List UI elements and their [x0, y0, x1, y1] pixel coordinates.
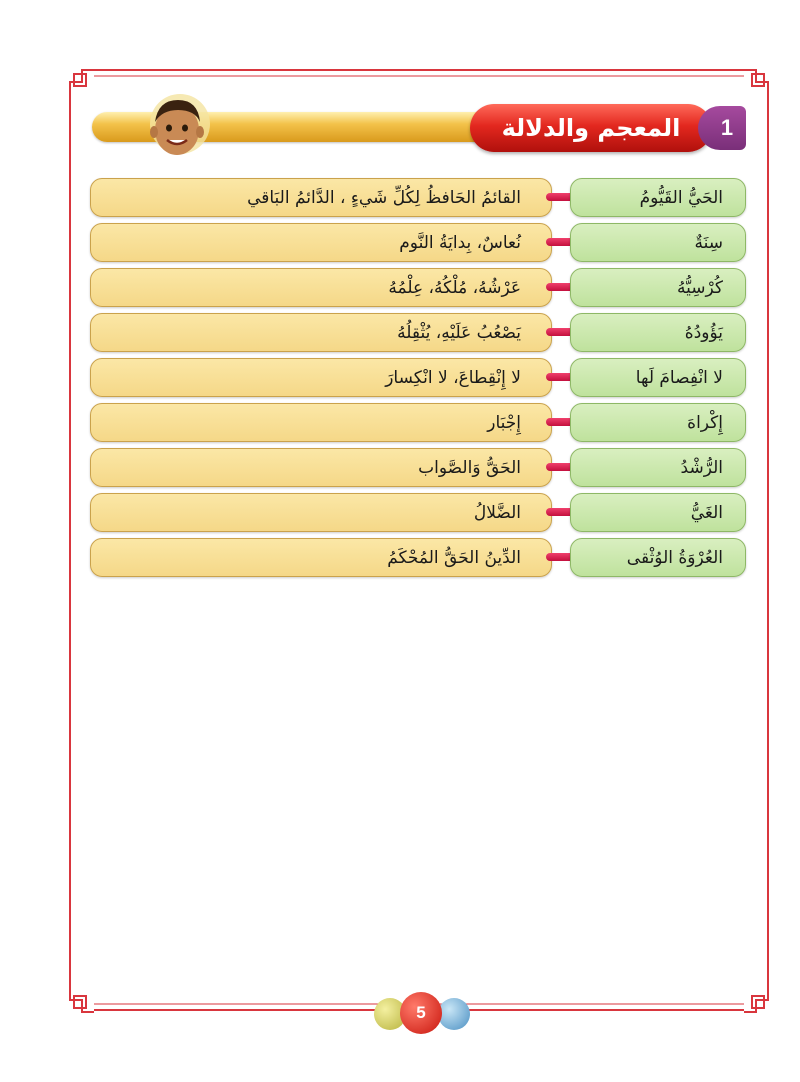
- meaning-box: [90, 223, 552, 262]
- meaning-box: [90, 268, 552, 307]
- word-text: إِكْراهَ: [687, 412, 723, 433]
- meaning-text: لا إِنْقِطاعَ، لا انْكِسارَ: [385, 367, 521, 388]
- boy-avatar-icon: [140, 90, 214, 164]
- word-box: [570, 313, 746, 352]
- meaning-text: القائمُ الحَافظُ لِكُلِّ شَيءٍ ، الدَّائمُ البَاقي: [247, 187, 521, 208]
- word-box: [570, 223, 746, 262]
- lesson-title: المعجم والدلالة: [501, 114, 681, 142]
- vocab-row: [90, 178, 748, 219]
- vocab-row: [90, 223, 748, 264]
- lesson-number-badge: [698, 106, 746, 150]
- blue-ball-icon: [438, 998, 470, 1030]
- meaning-text: الحَقُّ وَالصَّواب: [418, 457, 521, 478]
- word-text: العُرْوَةُ الوُثْقى: [626, 547, 723, 568]
- vocab-row: [90, 403, 748, 444]
- vocab-row: [90, 358, 748, 399]
- word-box: [570, 448, 746, 487]
- meaning-text: عَرْشُهُ، مُلْكُهُ، عِلْمُهُ: [388, 277, 521, 298]
- meaning-text: نُعاسٌ، بِدايَةُ النَّوم: [399, 232, 521, 253]
- lesson-header: [92, 96, 752, 158]
- vocab-row: [90, 493, 748, 534]
- vocab-row: [90, 538, 748, 579]
- page-number-ornament: [372, 992, 472, 1032]
- meaning-box: [90, 538, 552, 577]
- word-box: [570, 268, 746, 307]
- meaning-text: الضَّلالُ: [473, 502, 521, 523]
- page-number-ball: [400, 992, 442, 1034]
- word-box: [570, 403, 746, 442]
- meaning-text: يَصْعُبُ عَلَيْهِ، يُثْقِلُهُ: [397, 322, 521, 343]
- word-text: كُرْسِيُّهُ: [677, 277, 723, 298]
- meaning-box: [90, 178, 552, 217]
- word-box: [570, 538, 746, 577]
- word-text: سِنَةٌ: [694, 232, 723, 253]
- vocab-row: [90, 448, 748, 489]
- meaning-box: [90, 358, 552, 397]
- vocabulary-list: [90, 178, 748, 583]
- meaning-text: الدِّينُ الحَقُّ المُحْكَمُ: [387, 547, 521, 568]
- page-number: 5: [416, 1003, 426, 1022]
- meaning-box: [90, 448, 552, 487]
- word-box: [570, 358, 746, 397]
- vocab-row: [90, 313, 748, 354]
- word-text: لا انْفِصامَ لَها: [635, 367, 723, 388]
- meaning-text: إِجْبَار: [487, 412, 521, 433]
- word-text: يَؤُودُهُ: [684, 322, 723, 343]
- lesson-number: 1: [720, 115, 734, 140]
- word-text: الحَيُّ القَيُّومُ: [639, 187, 723, 208]
- word-box: [570, 178, 746, 217]
- vocab-row: [90, 268, 748, 309]
- meaning-box: [90, 313, 552, 352]
- meaning-box: [90, 403, 552, 442]
- word-text: الرُّشْدُ: [680, 457, 723, 478]
- lesson-title-pill: [470, 104, 712, 152]
- word-box: [570, 493, 746, 532]
- meaning-box: [90, 493, 552, 532]
- word-text: الغَيُّ: [690, 502, 723, 523]
